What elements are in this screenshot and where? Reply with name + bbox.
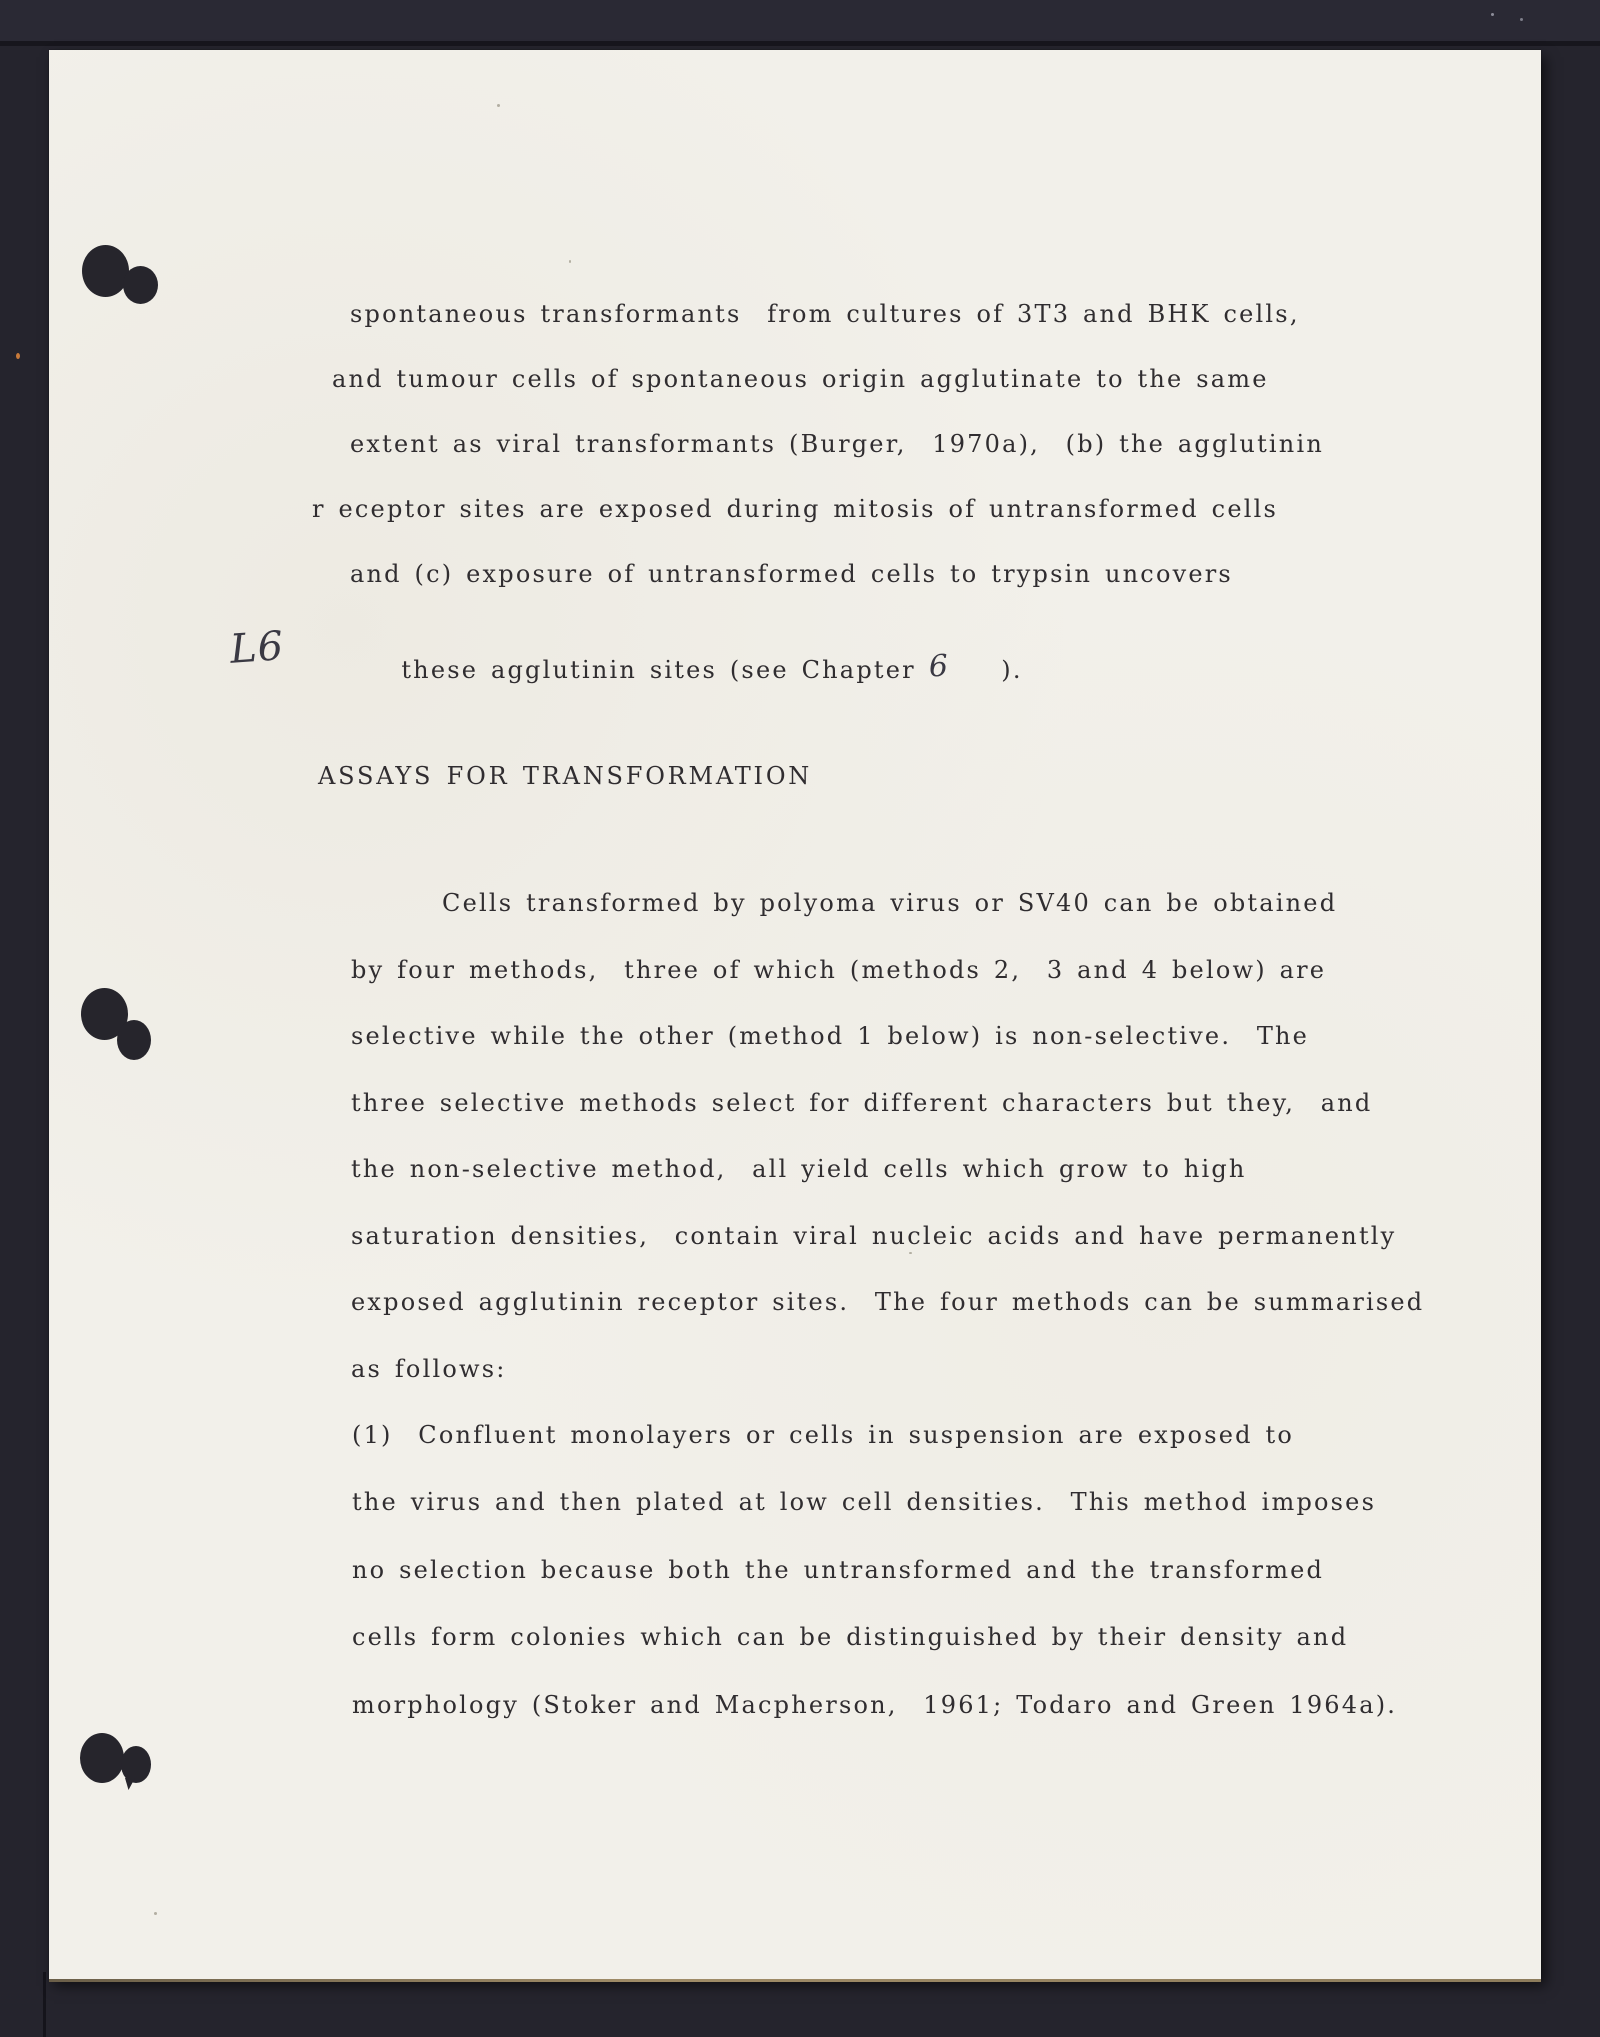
typed-line: saturation densities, contain viral nucleic acids and have permanently [351, 1222, 1397, 1250]
handwritten-margin-note: L6 [228, 623, 286, 673]
typed-line: and (c) exposure of untransformed cells to trypsin uncovers [350, 560, 1233, 588]
typed-line: r eceptor sites are exposed during mitosis of untransformed cells [312, 495, 1278, 523]
typed-line: Cells transformed by polyoma virus or SV40 can be obtained [442, 889, 1338, 917]
ink-blob-middle-small [117, 1020, 151, 1060]
typed-line-segment: these agglutinin sites (see Chapter [401, 656, 929, 684]
ink-blob-bottom-tail [125, 1778, 135, 1790]
typed-line: as follows: [351, 1355, 507, 1383]
backing-board-seam [0, 0, 1600, 46]
typed-line: cells form colonies which can be distinguished by their density and [352, 1623, 1349, 1651]
backing-board-fold [43, 1972, 46, 2037]
typed-line: no selection because both the untransformed and the transformed [352, 1556, 1325, 1584]
ink-blob-bottom-small [121, 1746, 151, 1783]
ink-blob-bottom-large [80, 1733, 124, 1783]
ink-blob-top-large [82, 245, 129, 297]
dust-speck [1520, 18, 1523, 21]
typed-line: the virus and then plated at low cell densities. This method imposes [352, 1488, 1377, 1516]
typed-line: spontaneous transformants from cultures of 3T3 and BHK cells, [350, 300, 1300, 328]
typed-line: selective while the other (method 1 below) is non-selective. The [351, 1022, 1310, 1050]
paper-edge-shadow [49, 1979, 1541, 1982]
typed-line: the non-selective method, all yield cells which grow to high [351, 1155, 1247, 1183]
paper-speck [497, 104, 500, 107]
dust-speck [1491, 13, 1494, 16]
typed-line-with-handwritten-chapter [350, 624, 1023, 715]
typed-line: exposed agglutinin receptor sites. The four methods can be summarised [351, 1288, 1425, 1316]
orange-fleck [16, 353, 20, 359]
section-heading: ASSAYS FOR TRANSFORMATION [318, 762, 813, 790]
typed-line: extent as viral transformants (Burger, 1970a), (b) the agglutinin [350, 430, 1324, 458]
ink-blob-top-small [123, 266, 158, 304]
document-page [49, 50, 1541, 1979]
paper-speck [569, 260, 571, 263]
typed-line-segment: ). [949, 656, 1023, 684]
typed-line: and tumour cells of spontaneous origin agglutinate to the same [332, 365, 1269, 393]
typed-line: by four methods, three of which (methods 2, 3 and 4 below) are [351, 956, 1327, 984]
paper-speck [154, 1912, 157, 1915]
paper-speck [909, 1252, 912, 1254]
handwritten-chapter-number: 6 [927, 648, 951, 685]
typed-line: (1) Confluent monolayers or cells in suspension are exposed to [352, 1421, 1295, 1449]
typed-line: three selective methods select for different characters but they, and [351, 1089, 1373, 1117]
typed-line: morphology (Stoker and Macpherson, 1961; Todaro and Green 1964a). [352, 1691, 1398, 1719]
